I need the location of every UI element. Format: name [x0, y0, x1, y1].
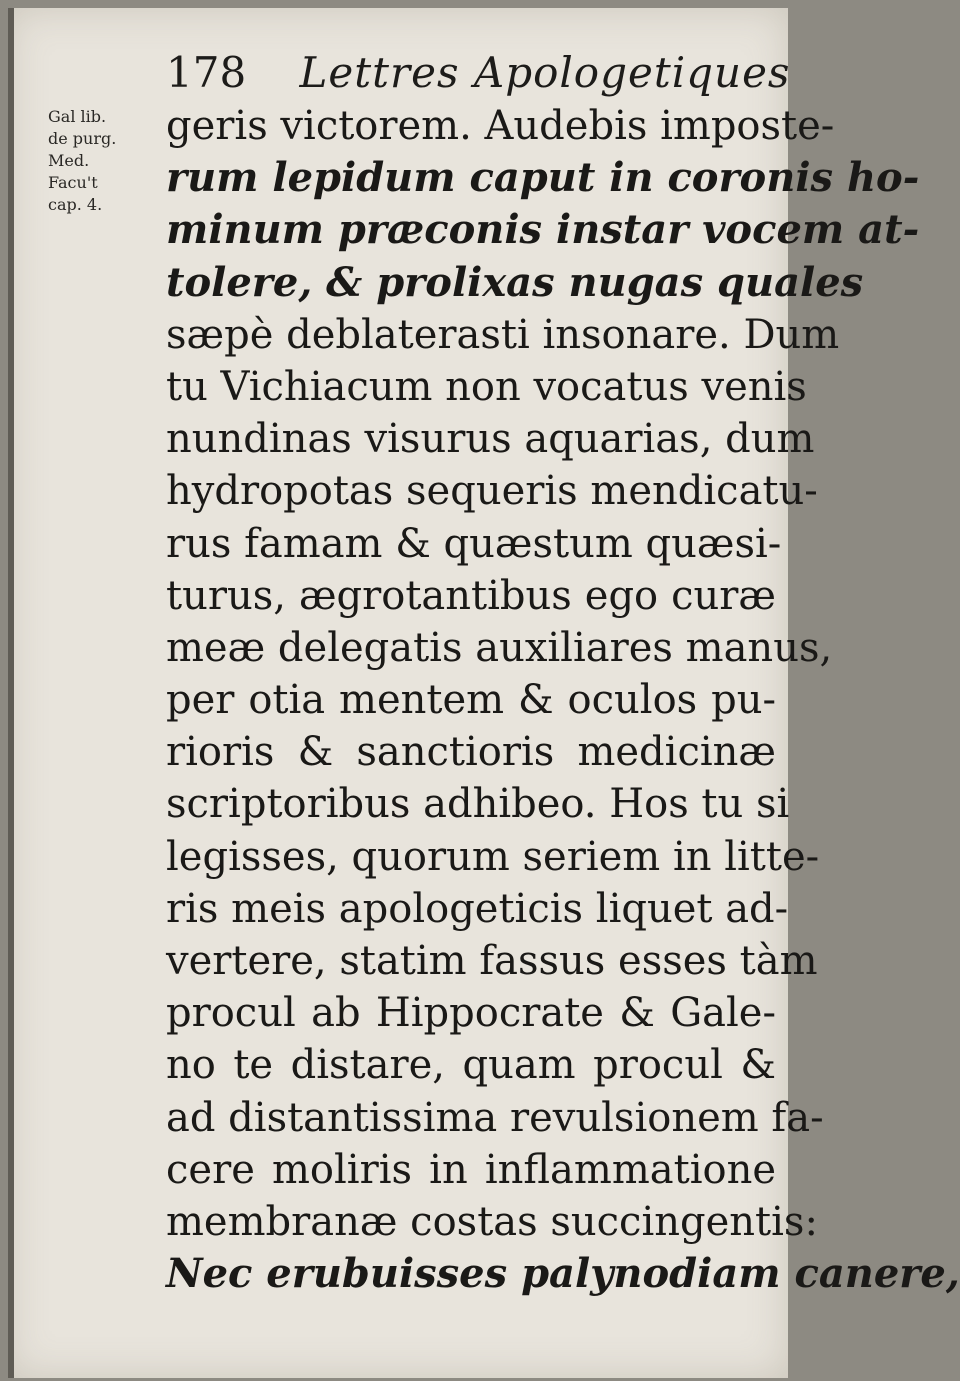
text-line: rioris & sanctioris medicinæ — [166, 729, 776, 776]
margin-note — [48, 106, 158, 216]
text-line: rum lepidum caput in coronis ho- — [166, 154, 920, 202]
text-line: per otia mentem & oculos pu- — [166, 677, 776, 724]
text-line: tolere, & prolixas nugas quales — [166, 258, 864, 306]
text-line: minum præconis instar vocem at- — [166, 206, 920, 254]
text-line: procul ab Hippocrate & Gale- — [166, 990, 776, 1037]
text-line: tu Vichiacum non vocatus venis — [166, 363, 807, 410]
text-line: legisses, quorum seriem in litte- — [166, 833, 820, 880]
text-line: scriptoribus adhibeo. Hos tu si — [166, 781, 790, 828]
page-header — [166, 48, 791, 108]
text-line: no te distare, quam procul & — [166, 1042, 776, 1089]
text-line: cere moliris in inflammatione — [166, 1146, 776, 1193]
body-text — [166, 100, 960, 1300]
page-number: 178 — [166, 48, 247, 97]
text-line: vertere, statim fassus esses tàm — [166, 938, 818, 984]
text-line: membranæ costas succingentis: — [166, 1198, 818, 1245]
margin-note-line: Facu't — [48, 173, 98, 192]
text-line: ris meis apologeticis liquet ad- — [166, 885, 789, 932]
margin-note-line: de purg. — [48, 129, 117, 148]
text-line: Nec erubuisses palynodiam canere, — [166, 1250, 960, 1298]
book-page — [8, 8, 960, 1378]
text-line: geris victorem. Audebis imposte- — [166, 103, 835, 149]
text-line: sæpè deblaterasti insonare. Dum — [166, 311, 840, 358]
text-line: turus, ægrotantibus ego curæ — [166, 572, 776, 619]
margin-note-line: Med. — [48, 151, 90, 170]
margin-note-line: cap. 4. — [48, 195, 103, 214]
text-line: hydropotas sequeris mendicatu- — [166, 468, 818, 515]
running-title: Lettres Apologetiques — [299, 48, 791, 97]
text-line: meæ delegatis auxiliares manus, — [166, 624, 833, 671]
text-line: nundinas visurus aquarias, dum — [166, 416, 815, 463]
margin-note-line: Gal lib. — [48, 107, 107, 126]
text-line: rus famam & quæstum quæsi- — [166, 520, 782, 567]
text-line: ad distantissima revulsionem fa- — [166, 1094, 824, 1141]
